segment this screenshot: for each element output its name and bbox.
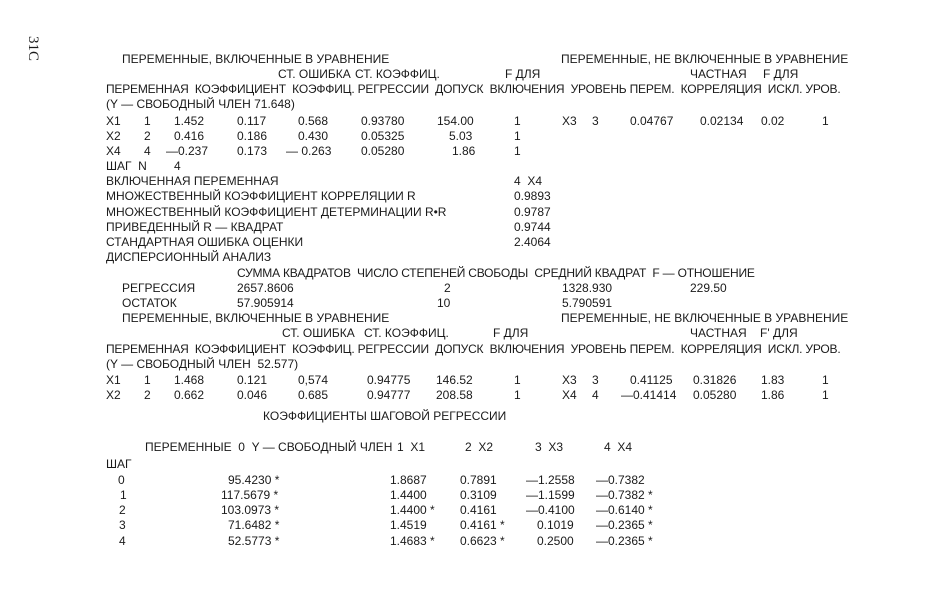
header-partial: ЧАСТНАЯ (690, 326, 747, 340)
anova-title: ДИСПЕРСИОННЫЙ АНАЛИЗ (106, 250, 272, 264)
intercept-line: (Y — СВОБОДНЫЙ ЧЛЕН 71.648) (106, 97, 295, 111)
included-vars-title: ПЕРЕМЕННЫЕ, ВКЛЮЧЕННЫЕ В УРАВНЕНИЕ (122, 52, 390, 66)
header-f-for-exclusion: F' ДЛЯ (760, 326, 798, 340)
column-header-row: ПЕРЕМЕННАЯ КОЭФФИЦИЕНТ КОЭФФИЦ. РЕГРЕССИИ ДОПУСК ВКЛЮЧЕНИЯ УРОВЕНЬ ПЕРЕМ. КОРРЕЛЯЦИЯ ИСКЛ. УРОВ. (106, 342, 841, 356)
stepwise-header-vars: ПЕРЕМЕННЫЕ 0 Y — СВОБОДНЫЙ ЧЛЕН (145, 440, 393, 454)
not-included-vars-title: ПЕРЕМЕННЫЕ, НЕ ВКЛЮЧЕННЫЕ В УРАВНЕНИЕ (561, 311, 849, 325)
header-partial: ЧАСТНАЯ (690, 67, 747, 81)
column-header-row: ПЕРЕМЕННАЯ КОЭФФИЦИЕНТ КОЭФФИЦ. РЕГРЕССИИ ДОПУСК ВКЛЮЧЕНИЯ УРОВЕНЬ ПЕРЕМ. КОРРЕЛЯЦИЯ ИСКЛ. УРОВ. (106, 82, 841, 96)
header-std-error: СТ. ОШИБКА (278, 67, 351, 81)
header-f-for: F ДЛЯ (505, 67, 541, 81)
stepwise-header-x3: 3 X3 (535, 440, 564, 454)
header-std-error: СТ. ОШИБКА (282, 326, 355, 340)
header-std-coef: СТ. КОЭФФИЦ. (355, 67, 440, 81)
header-f-for-exclusion: F ДЛЯ (763, 67, 799, 81)
included-vars-title: ПЕРЕМЕННЫЕ, ВКЛЮЧЕННЫЕ В УРАВНЕНИЕ (122, 311, 390, 325)
step-label: ШАГ N (106, 159, 147, 173)
stepwise-header-x4: 4 X4 (604, 440, 633, 454)
stepwise-title: КОЭФФИЦИЕНТЫ ШАГОВОЙ РЕГРЕССИИ (263, 409, 507, 423)
stepwise-header-x1: 1 X1 (397, 440, 426, 454)
anova-header: СУММА КВАДРАТОВ ЧИСЛО СТЕПЕНЕЙ СВОБОДЫ СРЕДНИЙ КВАДРАТ F — ОТНОШЕНИЕ (237, 266, 755, 280)
not-included-vars-title: ПЕРЕМЕННЫЕ, НЕ ВКЛЮЧЕННЫЕ В УРАВНЕНИЕ (561, 52, 849, 66)
step-value: 4 (174, 159, 181, 173)
intercept-line: (Y — СВОБОДНЫЙ ЧЛЕН 52.577) (106, 357, 299, 371)
stepwise-step-label: ШАГ (106, 457, 132, 471)
header-f-for: F ДЛЯ (493, 326, 529, 340)
page-number: 31C (25, 36, 41, 62)
header-std-coef: СТ. КОЭФФИЦ. (364, 326, 449, 340)
stepwise-header-x2: 2 X2 (465, 440, 494, 454)
